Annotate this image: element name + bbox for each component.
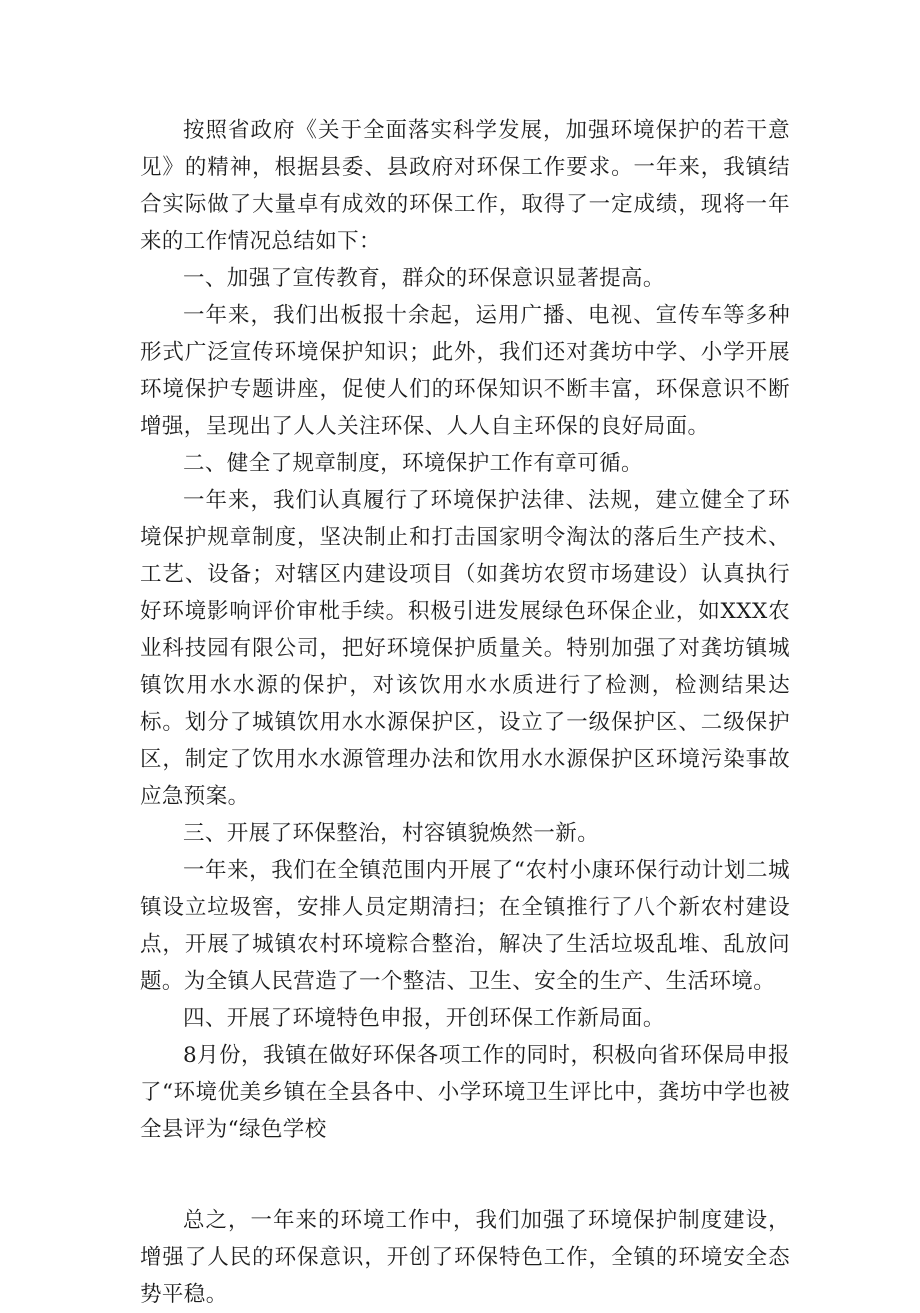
paragraph-intro: 按照省政府《关于全面落实科学发展，加强环境保护的若干意见》的精神，根据县委、县政府对环保工作要求。一年来，我镇结合实际做了大量卓有成效的环保工作，取得了一定成绩，现将一年来的工作情况总结如下： <box>140 118 790 254</box>
section-heading-4: 四、开展了环境特色申报，开创环保工作新局面。 <box>183 1006 665 1031</box>
section-heading-2: 二、健全了规章制度，环境保护工作有章可循。 <box>183 451 643 476</box>
paragraph-section-4: 8月份，我镇在做好环保各项工作的同时，积极向省环保局申报了“环境优美乡镇在全县各中、小学环境卫生评比中，龚坊中学也被全县评为“绿色学校 <box>140 1043 790 1142</box>
paragraph-spacer <box>140 1148 790 1202</box>
document-body <box>140 112 790 1313</box>
section-heading-1: 一、加强了宣传教育，群众的环保意识显著提高。 <box>183 266 665 291</box>
section-heading-3: 三、开展了环保整治，村容镇貌焕然一新。 <box>183 821 600 846</box>
paragraph-section-1: 一年来，我们出板报十余起，运用广播、电视、宣传车等多种形式广泛宣传环境保护知识；此外，我们还对龚坊中学、小学开展环境保护专题讲座，促使人们的环保知识不断丰富，环保意识不断增强，呈现出了人人关注环保、人人自主环保的良好局面。 <box>140 303 790 439</box>
paragraph-section-3: 一年来，我们在全镇范围内开展了“农村小康环保行动计划二城镇设立垃圾窖，安排人员定期清扫；在全镇推行了八个新农村建设点，开展了城镇农村环境粽合整治，解决了生活垃圾乱堆、乱放问题。为全镇人民营造了一个整洁、卫生、安全的生产、生活环境。 <box>140 858 790 994</box>
paragraph-conclusion: 总之，一年来的环境工作中，我们加强了环境保护制度建设，增强了人民的环保意识，开创了环保特色工作，全镇的环境安全态势平稳。 <box>140 1208 790 1307</box>
paragraph-section-2: 一年来，我们认真履行了环境保护法律、法规，建立健全了环境保护规章制度，坚决制止和打击国家明令淘汰的落后生产技术、工艺、设备；对辖区内建设项目（如龚坊农贸市场建设）认真执行好环境影响评价审枇手续。积极引进发展绿色环保企业，如XXX农业科技园有限公司，把好环境保护质量关。特别加强了对龚坊镇城镇饮用水水源的保护，对该饮用水水质进行了检测，检测结果达标。划分了城镇饮用水水源保护区，设立了一级保护区、二级保护区，制定了饮用水水源管理办法和饮用水水源保护区环境污染事故应急预案。 <box>140 488 790 809</box>
